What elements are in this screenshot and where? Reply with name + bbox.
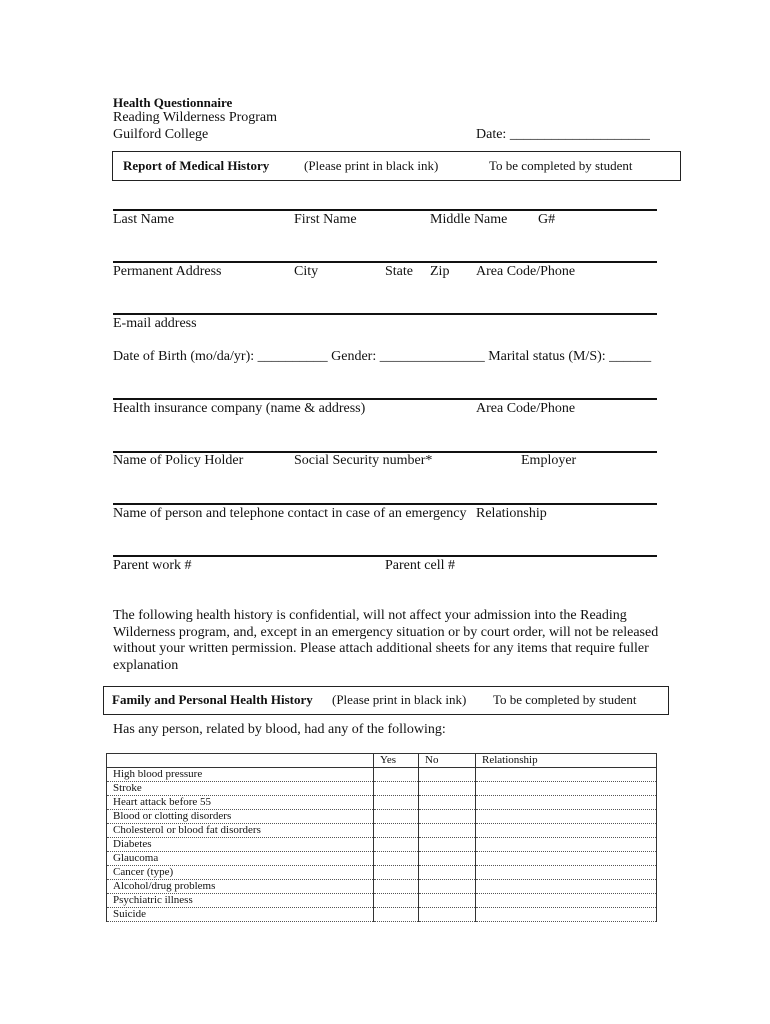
yes-cell[interactable] [374, 824, 419, 838]
email-label: E-mail address [113, 316, 197, 331]
area-code-phone-label: Area Code/Phone [476, 264, 576, 279]
college-name: Guilford College [113, 127, 209, 142]
emergency-contact-label: Name of person and telephone contact in case of an emergency [113, 506, 467, 521]
email-line[interactable] [113, 313, 657, 315]
condition-label: High blood pressure [107, 768, 374, 782]
no-cell[interactable] [419, 796, 476, 810]
no-cell[interactable] [419, 838, 476, 852]
name-line[interactable] [113, 209, 657, 211]
date-field[interactable]: Date: ____________________ [476, 127, 650, 142]
yes-cell[interactable] [374, 908, 419, 922]
table-row [107, 768, 657, 782]
relationship-cell[interactable] [476, 796, 657, 810]
insurance-label: Health insurance company (name & address) [113, 401, 366, 416]
condition-label: Alcohol/drug problems [107, 880, 374, 894]
yes-cell[interactable] [374, 810, 419, 824]
family-history-table [106, 753, 657, 922]
table-row [107, 908, 657, 922]
relationship-cell[interactable] [476, 782, 657, 796]
permanent-address-label: Permanent Address [113, 264, 222, 279]
yes-cell[interactable] [374, 894, 419, 908]
no-cell[interactable] [419, 852, 476, 866]
relationship-cell[interactable] [476, 768, 657, 782]
family-completed-by-note: To be completed by student [493, 692, 637, 707]
relationship-cell[interactable] [476, 866, 657, 880]
confidential-line: explanation [113, 657, 179, 673]
print-ink-note: (Please print in black ink) [304, 158, 439, 173]
middle-name-label: Middle Name [430, 212, 508, 227]
family-history-question: Has any person, related by blood, had any of the following: [113, 722, 446, 737]
relationship-cell[interactable] [476, 880, 657, 894]
insurance-line[interactable] [113, 398, 657, 400]
employer-label: Employer [521, 453, 577, 468]
table-row [107, 852, 657, 866]
table-row [107, 880, 657, 894]
yes-header: Yes [374, 754, 419, 768]
relationship-cell[interactable] [476, 852, 657, 866]
yes-cell[interactable] [374, 768, 419, 782]
no-header: No [419, 754, 476, 768]
first-name-label: First Name [294, 212, 357, 227]
condition-label: Psychiatric illness [107, 894, 374, 908]
table-row [107, 894, 657, 908]
completed-by-note: To be completed by student [489, 158, 633, 173]
yes-cell[interactable] [374, 796, 419, 810]
parent-cell-label: Parent cell # [385, 558, 455, 573]
condition-label: Cholesterol or blood fat disorders [107, 824, 374, 838]
no-cell[interactable] [419, 880, 476, 894]
no-cell[interactable] [419, 894, 476, 908]
program-name: Reading Wilderness Program [113, 110, 278, 125]
no-cell[interactable] [419, 824, 476, 838]
insurance-phone-label: Area Code/Phone [476, 401, 576, 416]
condition-label: Suicide [107, 908, 374, 922]
table-row [107, 824, 657, 838]
yes-cell[interactable] [374, 880, 419, 894]
policy-holder-label: Name of Policy Holder [113, 453, 244, 468]
family-print-ink-note: (Please print in black ink) [332, 692, 467, 707]
no-cell[interactable] [419, 810, 476, 824]
city-label: City [294, 264, 319, 279]
table-header-row [107, 754, 657, 768]
condition-label: Blood or clotting disorders [107, 810, 374, 824]
relationship-cell[interactable] [476, 908, 657, 922]
confidential-line: Wilderness program, and, except in an emergency situation or by court order, will not be released [113, 624, 659, 640]
table-row [107, 796, 657, 810]
g-number-label: G# [538, 212, 556, 227]
address-line[interactable] [113, 261, 657, 263]
relationship-label: Relationship [476, 506, 547, 521]
condition-label: Diabetes [107, 838, 374, 852]
table-row [107, 810, 657, 824]
table-row [107, 866, 657, 880]
ssn-label: Social Security number* [294, 453, 433, 468]
family-history-title: Family and Personal Health History [112, 692, 313, 707]
table-row [107, 838, 657, 852]
last-name-label: Last Name [113, 212, 175, 227]
parent-work-label: Parent work # [113, 558, 192, 573]
medical-history-title: Report of Medical History [123, 158, 270, 173]
no-cell[interactable] [419, 908, 476, 922]
no-cell[interactable] [419, 782, 476, 796]
document-title: Health Questionnaire [113, 95, 233, 110]
parent-line[interactable] [113, 555, 657, 557]
relationship-cell[interactable] [476, 824, 657, 838]
yes-cell[interactable] [374, 782, 419, 796]
condition-label: Glaucoma [107, 852, 374, 866]
relationship-cell[interactable] [476, 838, 657, 852]
confidential-paragraph [113, 608, 658, 674]
dob-gender-marital-field[interactable]: Date of Birth (mo/da/yr): __________ Gender: _______________ Marital status (M/S): ______ [113, 349, 652, 364]
table-row [107, 782, 657, 796]
relationship-cell[interactable] [476, 894, 657, 908]
confidential-line: without your written permission. Please attach additional sheets for any items that require fuller [113, 641, 649, 656]
state-label: State [385, 264, 413, 279]
relationship-header: Relationship [476, 754, 657, 768]
condition-label: Stroke [107, 782, 374, 796]
condition-header [107, 754, 374, 768]
yes-cell[interactable] [374, 838, 419, 852]
no-cell[interactable] [419, 866, 476, 880]
yes-cell[interactable] [374, 852, 419, 866]
zip-label: Zip [430, 264, 450, 279]
yes-cell[interactable] [374, 866, 419, 880]
relationship-cell[interactable] [476, 810, 657, 824]
no-cell[interactable] [419, 768, 476, 782]
condition-label: Heart attack before 55 [107, 796, 374, 810]
confidential-line: The following health history is confidential, will not affect your admission into the Reading [113, 608, 627, 623]
emergency-line[interactable] [113, 503, 657, 505]
condition-label: Cancer (type) [107, 866, 374, 880]
